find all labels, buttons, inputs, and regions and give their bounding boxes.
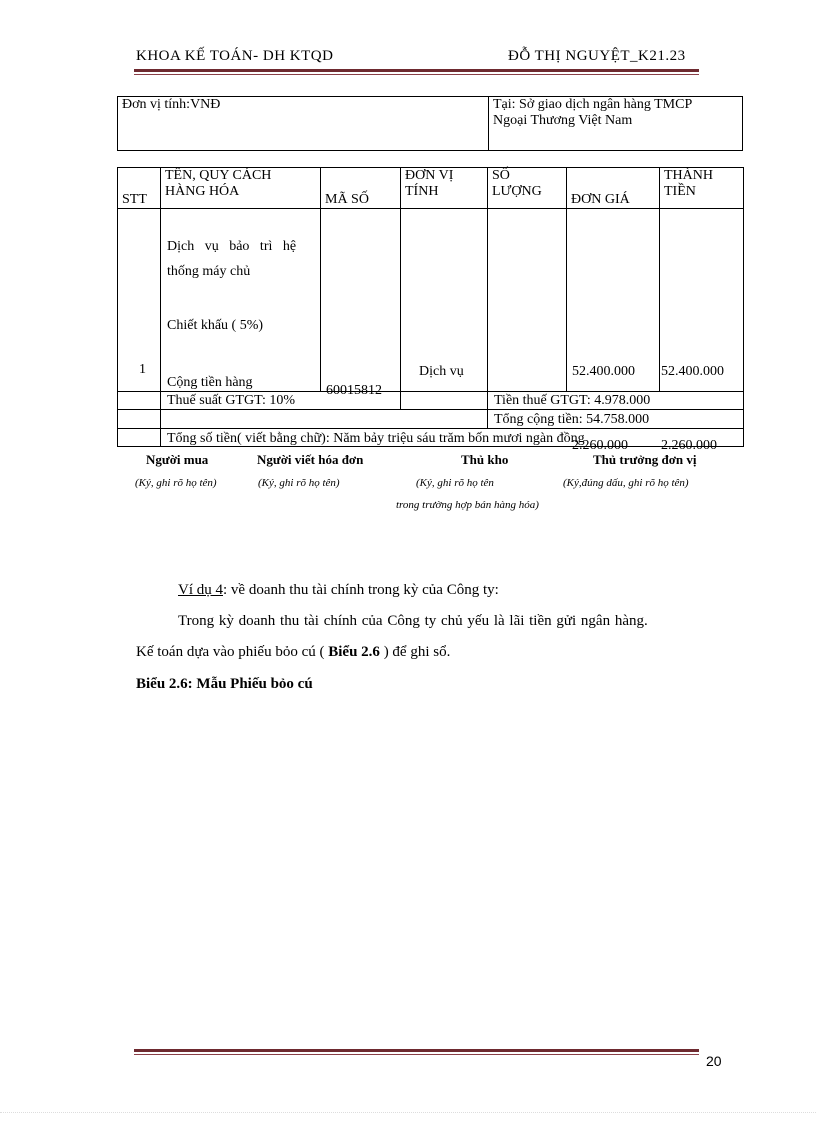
item-desc-line-1: Dịch vụ bảo trì hệ xyxy=(167,239,297,254)
paragraph-2 xyxy=(136,644,450,661)
table-header-row xyxy=(118,168,744,209)
col-price: ĐƠN GIÁ xyxy=(567,168,660,209)
paragraph-2-start: Kế toán dựa vào phiếu bỏo cú ( xyxy=(136,644,329,660)
discount-price: 2.260.000 xyxy=(572,438,628,453)
example-label: Ví dụ 4 xyxy=(178,582,223,598)
page-number: 20 xyxy=(706,1053,722,1069)
header-rule xyxy=(134,69,699,75)
signature-storekeeper-note: (Ký, ghi rõ họ tên xyxy=(416,477,494,489)
item-unit: Dịch vụ xyxy=(419,364,464,379)
caption: Biểu 2.6: Mẫu Phiếu bỏo cú xyxy=(136,676,313,692)
paragraph-2-bold: Biểu 2.6 xyxy=(328,644,380,660)
grand-total-row xyxy=(118,410,744,429)
signature-writer-title: Người viết hóa đơn xyxy=(257,452,364,467)
signature-head-note: (Ký,đúng dấu, ghi rõ họ tên) xyxy=(563,477,689,489)
item-code: 60015812 xyxy=(326,383,382,398)
col-total: THÀNH TIỀN xyxy=(660,168,744,209)
col-stt: STT xyxy=(118,168,161,209)
page-edge xyxy=(0,1112,816,1113)
item-discount: Chiết khấu ( 5%) xyxy=(167,318,264,333)
bank-line-2: Ngoại Thương Việt Nam xyxy=(493,113,633,128)
unit-cell xyxy=(118,97,489,151)
grand-total: Tổng cộng tiền: 54.758.000 xyxy=(494,412,650,427)
item-price: 52.400.000 xyxy=(572,364,635,379)
example-text: : về doanh thu tài chính trong kỳ của Công ty: xyxy=(223,582,499,598)
signature-storekeeper-note-2: trong trường hợp bán hàng hóa) xyxy=(396,499,539,511)
col-code: MÃ SỐ xyxy=(321,168,401,209)
signature-writer-note: (Ký, ghi rõ họ tên) xyxy=(258,477,340,489)
in-words: Tổng số tiền( viết bằng chữ): Năm bảy triệu sáu trăm bốn mươi ngàn đồng xyxy=(167,431,585,446)
signature-buyer-title: Người mua xyxy=(146,452,209,467)
item-total: 52.400.000 xyxy=(661,364,724,379)
example-line xyxy=(178,582,499,599)
tax-amount: Tiền thuế GTGT: 4.978.000 xyxy=(494,393,651,408)
unit-text: Đơn vị tính:VNĐ xyxy=(122,97,221,112)
col-name: TÊN, QUY CÁCH HÀNG HÓA xyxy=(161,168,321,209)
col-unit: ĐƠN VỊ TÍNH xyxy=(401,168,488,209)
signature-storekeeper-title: Thủ kho xyxy=(461,452,509,467)
header-right: ĐỖ THỊ NGUYỆT_K21.23 xyxy=(508,48,686,64)
footer-rule xyxy=(134,1049,699,1055)
discount-total: 2.260.000 xyxy=(661,438,717,453)
paragraph-2-end: ) để ghi sổ. xyxy=(379,644,451,660)
paragraph-1: Trong kỳ doanh thu tài chính của Công ty chủ yếu là lãi tiền gửi ngân hàng. xyxy=(178,613,648,629)
tax-rate: Thuế suất GTGT: 10% xyxy=(167,393,295,408)
item-stt: 1 xyxy=(139,362,146,377)
header-left: KHOA KẾ TOÁN- DH KTQD xyxy=(136,48,334,64)
unit-box xyxy=(117,96,743,151)
col-qty: SỐ LƯỢNG xyxy=(488,168,567,209)
signature-buyer-note: (Ký, ghi rõ họ tên) xyxy=(135,477,217,489)
item-desc-line-2: thống máy chủ xyxy=(167,264,251,279)
bank-line-1: Tại: Sở giao dịch ngân hàng TMCP xyxy=(493,97,693,112)
signature-head-title: Thủ trưởng đơn vị xyxy=(593,452,697,467)
subtotal-label: Cộng tiền hàng xyxy=(167,375,253,390)
bank-cell xyxy=(489,97,743,151)
